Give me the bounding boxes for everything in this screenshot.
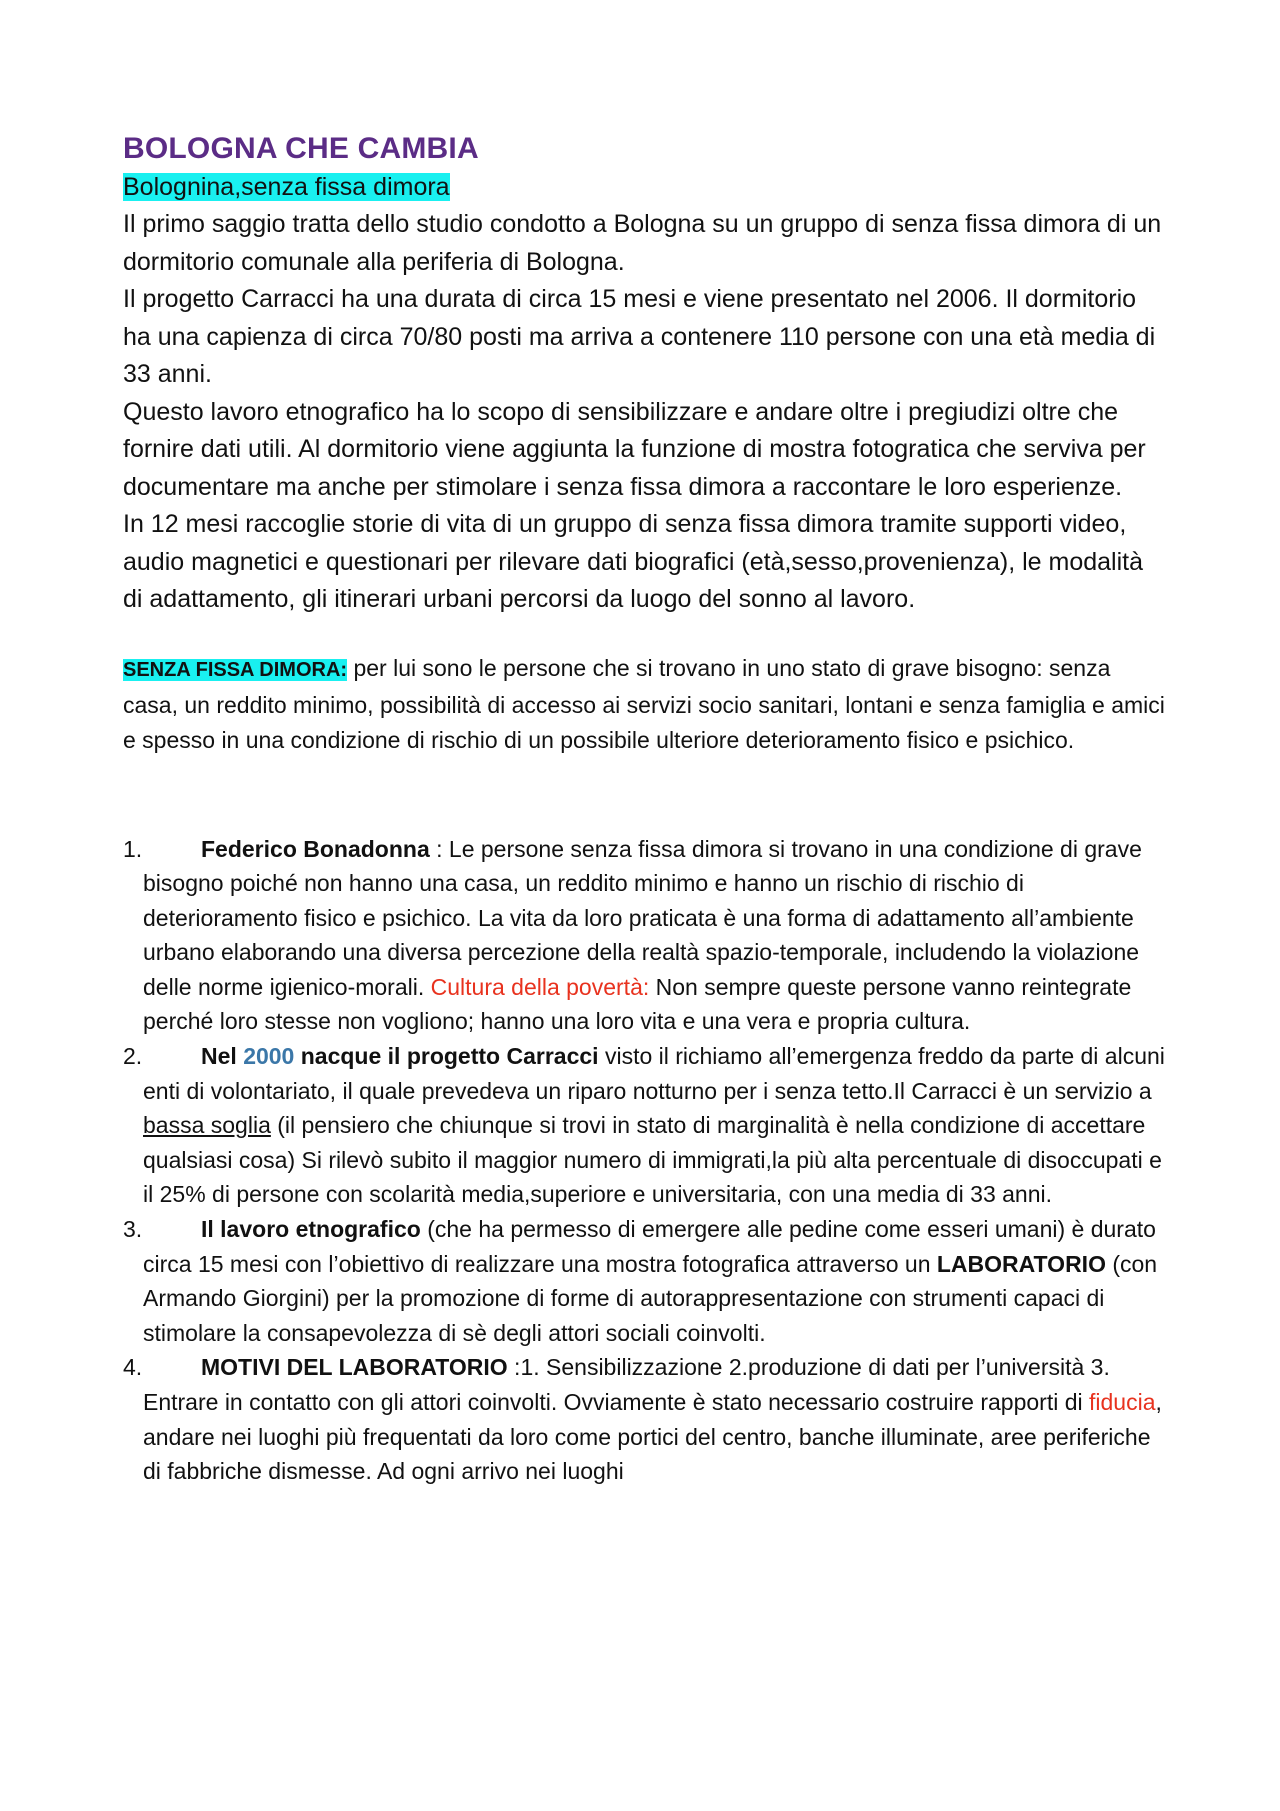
list-item-number: 3. [123,1216,143,1243]
list-item-lead [143,1354,508,1380]
paragraph-1: Il primo saggio tratta dello studio condotto a Bologna su un gruppo di senza fissa dimora di un dormitorio comunale alla periferia di Bologna. [123,210,1162,276]
paragraph-2: Il progetto Carracci ha una durata di circa 15 mesi e viene presentato nel 2006. Il dormitorio ha una capienza di circa 70/80 posti ma arriva a contenere 110 persone con una età media di 33 anni. [123,285,1156,388]
numbered-list [123,832,1168,1489]
list-item-bold: LABORATORIO [936,1250,1106,1277]
list-item-bold: Nel [201,1043,244,1070]
list-item [123,1212,1168,1350]
paragraph-3: Questo lavoro etnografico ha lo scopo di sensibilizzare e andare oltre i pregiudizi oltre che fornire dati utili. Al dormitorio viene aggiunta la funzione di mostra fotogratica che serviva per documentare ma anche per stimolare i senza fissa dimora a raccontare le loro esperienze. [123,397,1146,501]
document-title: BOLOGNA CHE CAMBIA [123,132,479,165]
list-item-red-text: Cultura della povertà: [430,973,650,1000]
list-item-text: (il pensiero che chiunque si trovi in stato di marginalità è nella condizione di accettare qualsiasi cosa) Si rilevò subito il maggior numero di immigrati,la più alta percentuale di disoccupati e il 25% di persone con scolarità media,superiore e universitaria, con una media di 33 anni. [143,1112,1162,1208]
definition-text: per lui sono le persone che si trovano in uno stato di grave bisogno: senza casa, un reddito minimo, possibilità di accesso ai servizi socio sanitari, lontani e senza famiglia e amici e spesso in una condizione di rischio di un possibile ulteriore deterioramento fisico e psichico. [123,654,1165,753]
list-item-bold: Il lavoro etnografico [201,1216,421,1243]
list-item-underlined: bassa soglia [143,1112,271,1139]
list-item-text: visto il richiamo all’emergenza freddo da parte di alcuni enti di volontariato, il quale prevedeva un riparo notturno per i senza tetto.Il Carracci è un servizio a [143,1043,1165,1104]
list-item-year: 2000 [243,1043,295,1070]
subtitle-highlight: Bolognina,senza fissa dimora [123,173,450,201]
list-item-lead [143,1216,421,1242]
definition-term: SENZA FISSA DIMORA: [123,658,348,681]
list-item-bold: MOTIVI DEL LABORATORIO [201,1354,508,1381]
list-item-text: : Le persone senza fissa dimora si trovano in una condizione di grave bisogno poiché non hanno una casa, un reddito minimo e hanno un rischio di rischio di deterioramento fisico e psichico. La vita da loro praticata è una forma di adattamento all’ambiente urbano elaborando una diversa percezione della realtà spazio-temporale, includendo la violazione delle norme igienico-morali. [143,835,1142,1000]
list-item [123,1350,1168,1488]
list-item-bold: nacque il progetto Carracci [294,1043,599,1070]
list-item-number: 2. [123,1043,143,1070]
list-item [123,832,1168,1040]
document-content [123,130,1168,1489]
paragraph-4: In 12 mesi raccoglie storie di vita di un gruppo di senza fissa dimora tramite supporti video, audio magnetici e questionari per rilevare dati biografici (età,sesso,provenienza), le modalità di adattamento, gli itinerari urbani percorsi da luogo del sonno al lavoro. [123,510,1143,613]
document-subtitle [123,168,1168,206]
list-item-text: , andare nei luoghi più frequentati da loro come portici del centro, banche illuminate, aree periferiche di fabbriche dismesse. Ad ogni arrivo nei luoghi [143,1389,1162,1485]
list-item-text: :1. Sensibilizzazione 2.produzione di dati per l’università 3. Entrare in contatto con gli attori coinvolti. Ovviamente è stato necessario costruire rapporti di [143,1354,1110,1415]
list-item-lead [143,1043,243,1069]
list-item-text: (con Armando Giorgini) per la promozione di forme di autorappresentazione con strumenti capaci di stimolare la consapevolezza di sè degli attori sociali coinvolti. [143,1250,1158,1346]
list-item [123,1039,1168,1212]
list-item-number: 1. [123,835,143,862]
list-item-red-text: fiducia [1089,1389,1156,1415]
list-item-bold: Federico Bonadonna [201,835,430,862]
list-item-tail: Non sempre queste persone vanno reintegrate perché loro stesse non vogliono; hanno una loro vita e una vera e propria cultura. [143,973,1132,1035]
list-item-text: (che ha permesso di emergere alle pedine come esseri umani) è durato circa 15 mesi con l’obiettivo di realizzare una mostra fotografica attraverso un [143,1216,1156,1277]
definition-paragraph [123,651,1168,758]
list-item-number: 4. [123,1354,143,1381]
list-item-lead [143,836,430,862]
